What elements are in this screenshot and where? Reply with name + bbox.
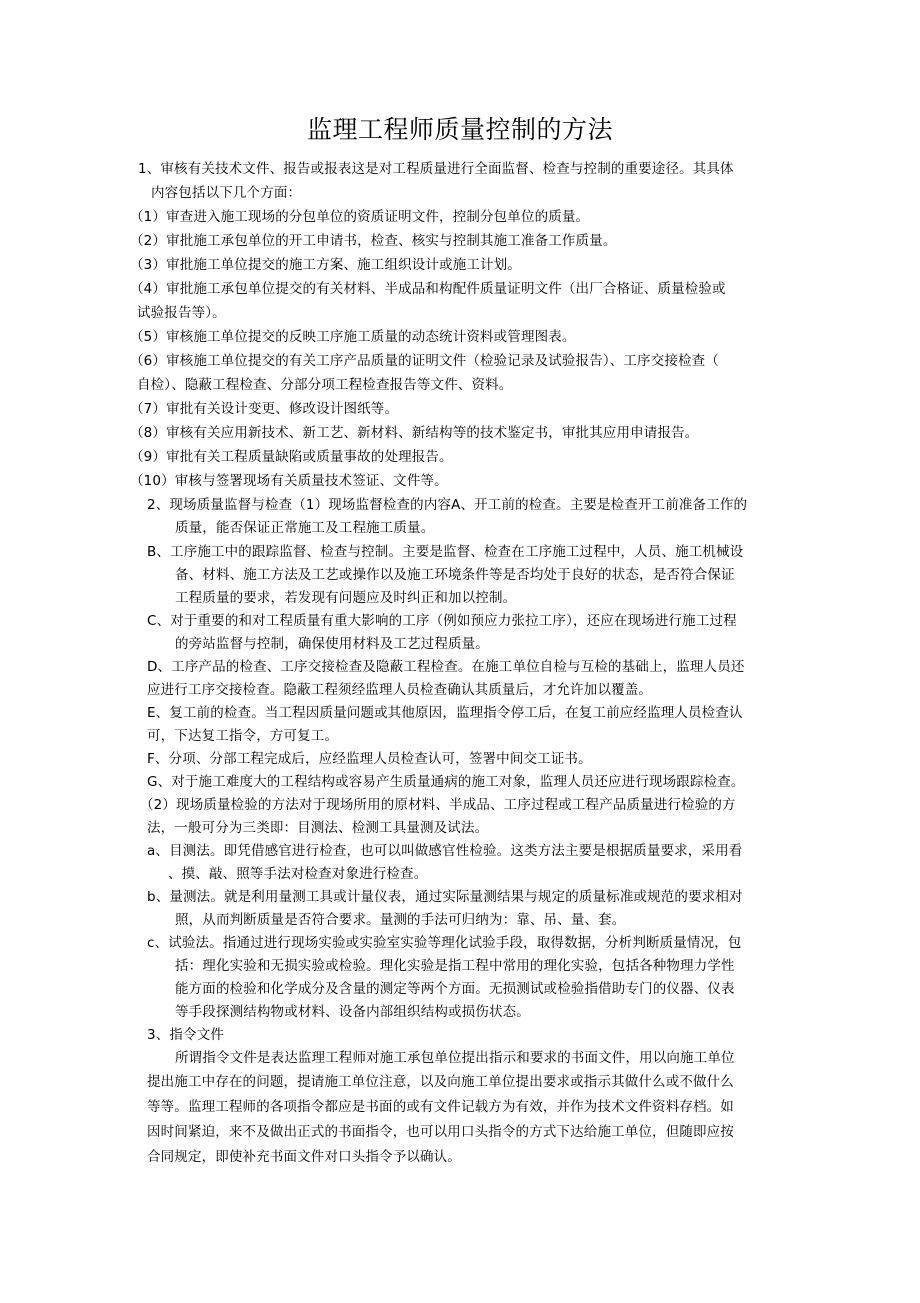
text-line: B、工序施工中的跟踪监督、检查与控制。主要是监督、检查在工序施工过程中，人员、施工机械设 — [147, 544, 744, 560]
text-line: 合同规定，即使补充书面文件对口头指令予以确认。 — [147, 1149, 461, 1165]
text-line: 备、材料、施工方法及工艺或操作以及施工环境条件等是否均处于良好的状态，是否符合保证 — [175, 567, 735, 583]
text-line: 因时间紧迫，来不及做出正式的书面指令，也可以用口头指令的方式下达给施工单位，但随即应按 — [147, 1124, 734, 1140]
text-line: b、量测法。就是利用量测工具或计量仪表，通过实际量测结果与规定的质量标准或规范的要求相对 — [147, 889, 743, 905]
text-line: E、复工前的检查。当工程因质量问题或其他原因，监理指令停工后，在复工前应经监理人员检查认 — [147, 705, 743, 721]
text-line: F、分项、分部工程完成后，应经监理人员检查认可，签署中间交工证书。 — [147, 751, 592, 767]
text-line: D、工序产品的检查、工序交接检查及隐蔽工程检查。在施工单位自检与互检的基础上，监理人员还 — [147, 659, 745, 675]
text-line: 2、现场质量监督与检查（1）现场监督检查的内容A、开工前的检查。主要是检查开工前准备工作的 — [147, 497, 748, 513]
text-line: 质量，能否保证正常施工及工程施工质量。 — [175, 520, 435, 536]
text-line: （5）审核施工单位提交的反映工序施工质量的动态统计资料或管理图表。 — [130, 329, 576, 345]
text-line: a、目测法。即凭借感官进行检查，也可以叫做感官性检验。这类方法主要是根据质量要求，采用看 — [147, 843, 743, 859]
text-line: （2）现场质量检验的方法对于现场所用的原材料、半成品、工序过程或工程产品质量进行检验的方 — [140, 797, 736, 813]
text-line: 照，从而判断质量是否符合要求。量测的手法可归纳为：靠、吊、量、套。 — [175, 912, 626, 928]
text-line: 试验报告等）。 — [137, 305, 226, 321]
text-line: 等手段探测结构物或材料、设备内部组织结构或损伤状态。 — [175, 1004, 530, 1020]
text-line: （9）审批有关工程质量缺陷或质量事故的处理报告。 — [130, 449, 453, 465]
text-line: 工程质量的要求，若发现有问题应及时纠正和加以控制。 — [175, 590, 517, 606]
text-line: 、摸、敲、照等手法对检查对象进行检查。 — [168, 866, 428, 882]
text-line: 自检）、隐蔽工程检查、分部分项工程检查报告等文件、资料。 — [137, 377, 513, 393]
text-line: （3）审批施工单位提交的施工方案、施工组织设计或施工计划。 — [130, 257, 521, 273]
text-line: 的旁站监督与控制，确保使用材料及工艺过程质量。 — [175, 636, 489, 652]
text-line: G、对于施工难度大的工程结构或容易产生质量通病的施工对象，监理人员还应进行现场跟踪检查。 — [147, 774, 745, 790]
text-line: （4）审批施工承包单位提交的有关材料、半成品和构配件质量证明文件（出厂合格证、质量检验或 — [130, 281, 726, 297]
text-line: C、对于重要的和对工程质量有重大影响的工序（例如预应力张拉工序），还应在现场进行施工过程 — [147, 613, 737, 629]
text-line: 3、指令文件 — [147, 1027, 224, 1043]
text-line: 提出施工中存在的问题，提请施工单位注意，以及向施工单位提出要求或指示其做什么或不做什么 — [147, 1074, 734, 1090]
text-line: （2）审批施工承包单位的开工申请书，检查、核实与控制其施工准备工作质量。 — [130, 233, 617, 249]
text-line: （8）审核有关应用新技术、新工艺、新材料、新结构等的技术鉴定书，审批其应用申请报告。 — [130, 425, 699, 441]
text-line: 内容包括以下几个方面： — [151, 185, 302, 201]
text-line: c、试验法。指通过进行现场实验或实验室实验等理化试验手段，取得数据，分析判断质量情况，包 — [147, 935, 742, 951]
text-line: 1、审核有关技术文件、报告或报表这是对工程质量进行全面监督、检查与控制的重要途径。其具体 — [138, 161, 734, 177]
text-line: 可，下达复工指令，方可复工。 — [147, 728, 339, 744]
text-line: （1）审查进入施工现场的分包单位的资质证明文件，控制分包单位的质量。 — [130, 209, 590, 225]
text-line: 应进行工序交接检查。隐蔽工程须经监理人员检查确认其质量后，才允许加以覆盖。 — [147, 682, 653, 698]
text-line: （10）审核与签署现场有关质量技术签证、文件等。 — [130, 473, 448, 489]
text-line: 等等。监理工程师的各项指令都应是书面的或有文件记载方为有效，并作为技术文件资料存档。如 — [147, 1099, 734, 1115]
text-line: 所谓指令文件是表达监理工程师对施工承包单位提出指示和要求的书面文件，用以向施工单位 — [175, 1050, 735, 1066]
text-line: （7）审批有关设计变更、修改设计图纸等。 — [130, 401, 399, 417]
text-line: 能方面的检验和化学成分及含量的测定等两个方面。无损测试或检验指借助专门的仪器、仪表 — [175, 981, 735, 997]
document-title: 监理工程师质量控制的方法 — [306, 115, 613, 144]
text-line: 法，一般可分为三类即：目测法、检测工具量测及试法。 — [147, 820, 489, 836]
text-line: （6）审核施工单位提交的有关工序产品质量的证明文件（检验记录及试验报告）、工序交接检查（ — [130, 353, 719, 369]
text-line: 括：理化实验和无损实验或检验。理化实验是指工程中常用的理化实验，包括各种物理力学性 — [175, 958, 735, 974]
